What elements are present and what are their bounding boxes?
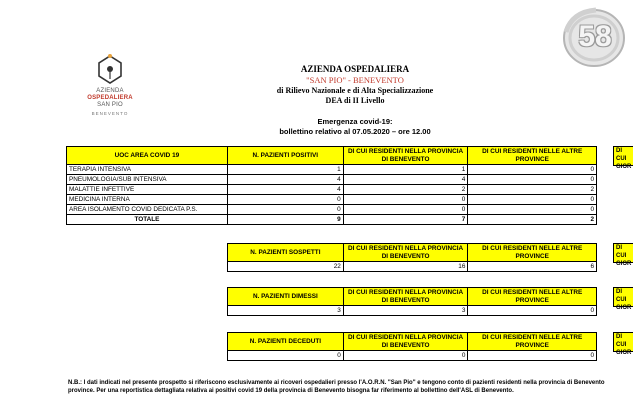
col-header-bn: DI CUI RESIDENTI NELLA PROVINCIA DI BENEVENTO — [343, 244, 468, 262]
footnote — [68, 379, 638, 395]
table-row — [228, 306, 597, 316]
discharged-other: 0 — [468, 306, 597, 316]
hospital-logo — [75, 52, 145, 118]
header-name: "SAN PIO" - BENEVENTO — [306, 75, 404, 85]
col-header-suspected: N. PAZIENTI SOSPETTI — [228, 244, 344, 262]
row-other: 0 — [468, 175, 597, 185]
channel-number: 58 — [578, 20, 612, 53]
col-header-other: DI CUI RESIDENTI NELLE ALTRE PROVINCE — [468, 288, 597, 306]
deceased-bn: 0 — [343, 351, 468, 361]
total-label: TOTALE — [67, 215, 228, 225]
covid-areas-table — [66, 146, 597, 225]
table-row — [228, 351, 597, 361]
table-header-row — [228, 333, 597, 351]
discharged-table — [227, 287, 597, 316]
total-positive: 9 — [227, 215, 343, 225]
row-label: TERAPIA INTENSIVA — [67, 165, 228, 175]
table-row — [228, 262, 597, 272]
logo-line-1: AZIENDA — [96, 88, 124, 94]
deceased-other: 0 — [468, 351, 597, 361]
col-header-bn: DI CUI RESIDENTI NELLA PROVINCIA DI BENEVENTO — [343, 333, 468, 351]
cut-header-discharged: DI CUI GIOR — [613, 287, 633, 307]
col-header-positive: N. PAZIENTI POSITIVI — [227, 147, 343, 165]
row-label: MALATTIE INFETTIVE — [67, 185, 228, 195]
row-positive: 0 — [227, 195, 343, 205]
row-bn: 2 — [343, 185, 468, 195]
logo-emblem-icon — [75, 52, 145, 88]
row-positive: 4 — [227, 175, 343, 185]
table-total-row — [67, 215, 597, 225]
logo-line-4: BENEVENTO — [91, 111, 129, 116]
table-row — [67, 175, 597, 185]
row-other: 0 — [468, 195, 597, 205]
table-header-row — [67, 147, 597, 165]
col-header-other: DI CUI RESIDENTI NELLE ALTRE PROVINCE — [468, 333, 597, 351]
discharged-total: 3 — [228, 306, 344, 316]
table-row — [67, 195, 597, 205]
row-other: 0 — [468, 165, 597, 175]
col-header-other: DI CUI RESIDENTI NELLE ALTRE PROVINCE — [468, 244, 597, 262]
row-label: PNEUMOLOGIA/SUB INTENSIVA — [67, 175, 228, 185]
col-header-other: DI CUI RESIDENTI NELLE ALTRE PROVINCE — [468, 147, 597, 165]
table-row — [67, 205, 597, 215]
logo-line-3: SAN PIO — [97, 102, 123, 108]
total-other: 2 — [468, 215, 597, 225]
deceased-total: 0 — [228, 351, 344, 361]
header-title: AZIENDA OSPEDALIERA — [300, 64, 410, 74]
suspected-total: 22 — [228, 262, 344, 272]
suspected-bn: 16 — [343, 262, 468, 272]
suspected-other: 6 — [468, 262, 597, 272]
row-positive: 0 — [227, 205, 343, 215]
suspected-table — [227, 243, 597, 272]
cut-header-main: DI CUI GIOR — [613, 146, 633, 166]
row-label: MEDICINA INTERNA — [67, 195, 228, 205]
col-header-area: UOC AREA COVID 19 — [67, 147, 228, 165]
row-positive: 4 — [227, 185, 343, 195]
cut-header-deceased: DI CUI GIOR — [613, 332, 633, 352]
table-header-row — [228, 288, 597, 306]
deceased-table — [227, 332, 597, 361]
footnote-line-1: N.B.: I dati indicati nel presente prospetto si riferiscono esclusivamente ai ricoveri ospedalieri presso l'A.O.R.N. "San Pio" e tengono conto di pazienti residenti nella provincia di Benevento — [68, 380, 605, 386]
table-row — [67, 165, 597, 175]
table-row — [67, 185, 597, 195]
cut-header-suspected: DI CUI GIOR — [613, 243, 633, 263]
channel-58-badge — [552, 2, 630, 72]
header-subtitle: di Rilievo Nazionale e di Alta Specializzazione — [276, 86, 434, 95]
discharged-bn: 3 — [343, 306, 468, 316]
table-header-row — [228, 244, 597, 262]
emergency-title: Emergenza covid-19: — [317, 117, 393, 126]
row-other: 2 — [468, 185, 597, 195]
col-header-bn: DI CUI RESIDENTI NELLA PROVINCIA DI BENEVENTO — [343, 147, 468, 165]
row-positive: 1 — [227, 165, 343, 175]
col-header-discharged: N. PAZIENTI DIMESSI — [228, 288, 344, 306]
bulletin-date: bollettino relativo al 07.05.2020 – ore 12.00 — [279, 127, 431, 136]
col-header-deceased: N. PAZIENTI DECEDUTI — [228, 333, 344, 351]
col-header-bn: DI CUI RESIDENTI NELLA PROVINCIA DI BENEVENTO — [343, 288, 468, 306]
row-other: 0 — [468, 205, 597, 215]
footnote-line-2: province. Per una reportistica dettagliata relativa ai positivi covid 19 della provincia di Benevento bisogna far riferimento al bollettino dell'ASL di Benevento. — [68, 388, 514, 394]
header-level: DEA di II Livello — [325, 96, 385, 105]
logo-line-2: OSPEDALIERA — [87, 95, 133, 101]
row-label: AREA ISOLAMENTO COVID DEDICATA P.S. — [67, 205, 228, 215]
row-bn: 0 — [343, 205, 468, 215]
row-bn: 4 — [343, 175, 468, 185]
row-bn: 0 — [343, 195, 468, 205]
row-bn: 1 — [343, 165, 468, 175]
total-bn: 7 — [343, 215, 468, 225]
